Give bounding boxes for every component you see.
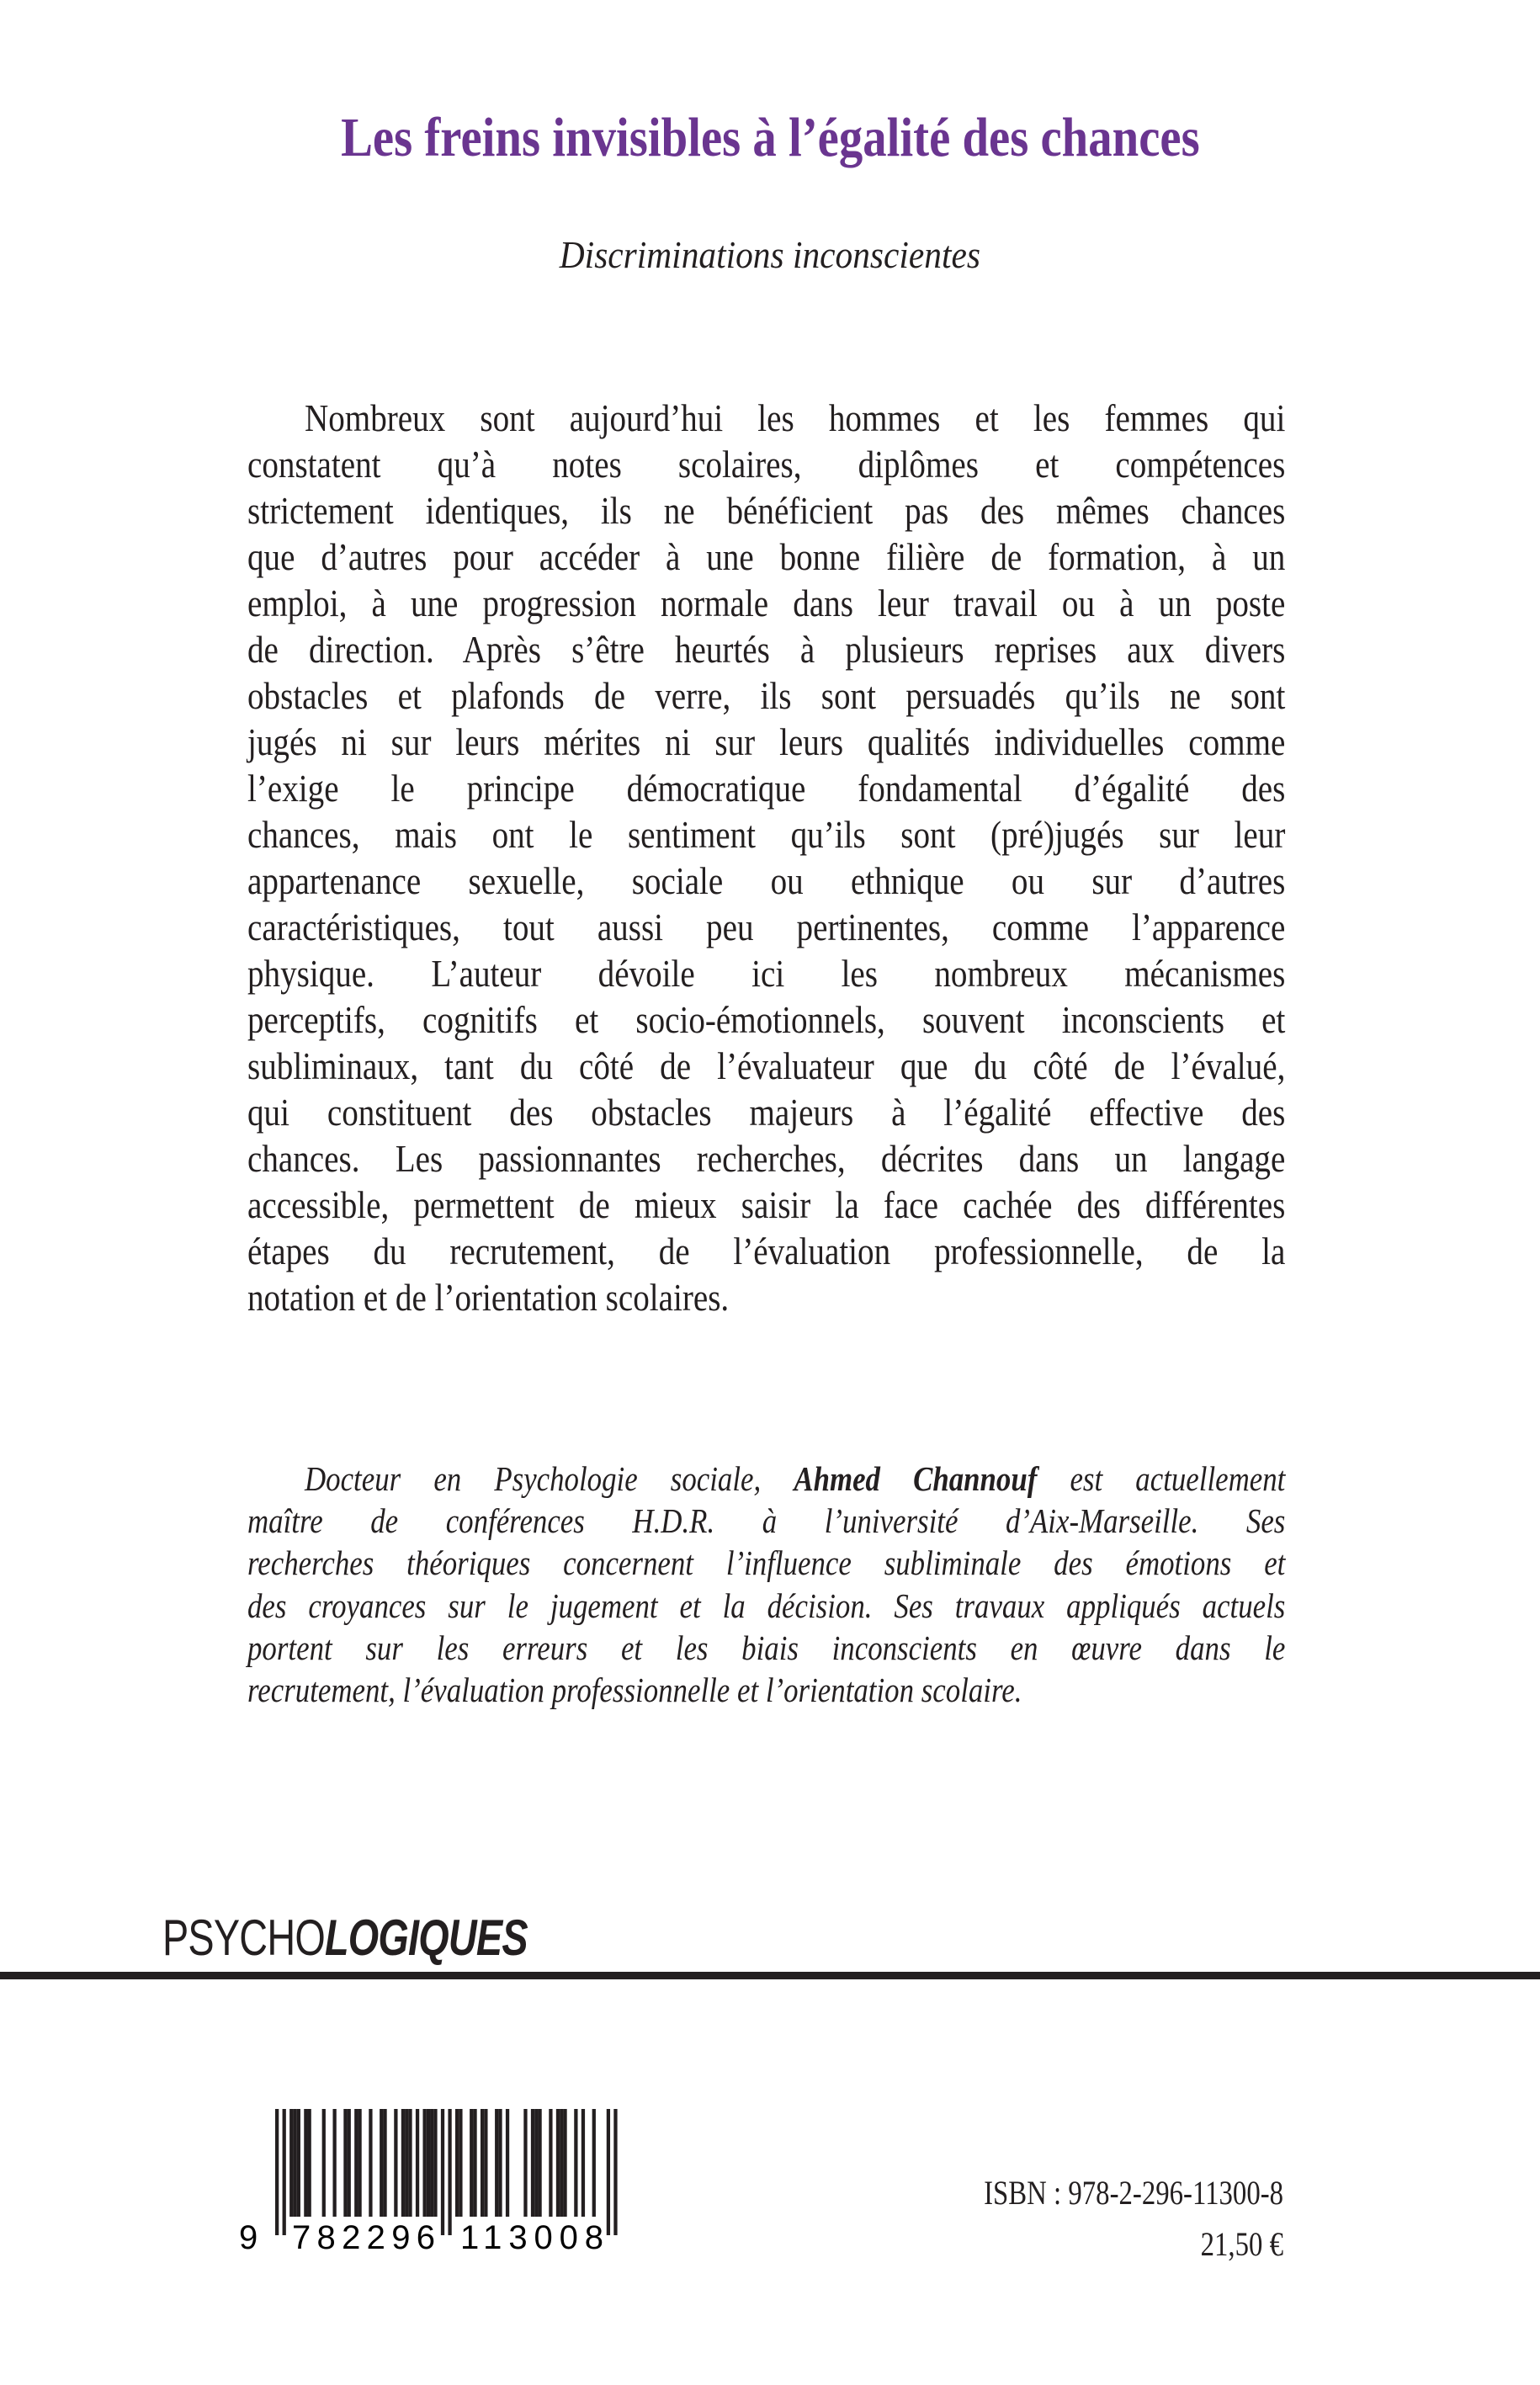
bio-line: des croyances sur le jugement et la décision. Ses travaux appliqués actuels	[247, 1586, 1286, 1625]
author-name: Ahmed Channouf	[794, 1459, 1038, 1498]
barcode-bar	[484, 2109, 487, 2217]
barcode-bar	[308, 2109, 311, 2217]
barcode-bar	[427, 2109, 430, 2217]
bio-line: portent sur les erreurs et les biais inconscients en œuvre dans le	[247, 1628, 1286, 1667]
collection-logo-part1: PSYCHO	[162, 1910, 325, 1966]
barcode-bar	[408, 2109, 412, 2217]
barcode-bar	[289, 2109, 293, 2217]
barcode-bar	[416, 2109, 419, 2217]
bio-text: est actuellement	[1037, 1459, 1286, 1498]
barcode-bar	[607, 2109, 610, 2235]
barcode-bar	[441, 2109, 444, 2235]
barcode-bar	[495, 2109, 498, 2217]
barcode-bar	[538, 2109, 541, 2217]
barcode-bar	[348, 2109, 351, 2217]
barcode-right-digits: 113008	[460, 2219, 603, 2256]
summary-line: constatent qu’à notes scolaires, diplômes et compétences	[247, 443, 1286, 486]
summary-line: accessible, permettent de mieux saisir la face cachée des différentes	[247, 1183, 1286, 1226]
author-bio	[247, 1458, 1285, 1711]
book-title	[0, 106, 1540, 170]
barcode-bar	[556, 2109, 560, 2217]
barcode-first-digit: 9	[239, 2219, 258, 2256]
summary-line: qui constituent des obstacles majeurs à l’égalité effective des	[247, 1091, 1286, 1134]
summary-line: caractéristiques, tout aussi peu pertinentes, comme l’apparence	[247, 906, 1286, 948]
barcode-bar	[283, 2109, 286, 2235]
isbn	[918, 2173, 1283, 2212]
barcode-bar	[473, 2109, 476, 2217]
summary-line: appartenance sexuelle, sociale ou ethnique ou sur d’autres	[247, 859, 1286, 902]
barcode-bar	[422, 2109, 426, 2217]
bio-line: maître de conférences H.D.R. à l’université d’Aix-Marseille. Ses	[247, 1501, 1286, 1541]
book-title-text: Les freins invisibles à l’égalité des chances	[340, 107, 1200, 168]
summary-line: physique. L’auteur dévoile ici les nombreux mécanismes	[247, 952, 1286, 995]
summary-line: Nombreux sont aujourd’hui les hommes et les femmes qui	[305, 396, 1286, 439]
summary-line: strictement identiques, ils ne bénéficient pas des mêmes chances	[247, 489, 1286, 532]
barcode-bar	[534, 2109, 538, 2217]
barcode-left-digits: 782296	[292, 2219, 435, 2256]
summary-paragraph	[247, 395, 1285, 1320]
barcode-bar	[433, 2109, 437, 2217]
bio-line: recherches théoriques concernent l’influence subliminale des émotions et	[247, 1543, 1286, 1583]
barcode-bar	[380, 2109, 383, 2217]
bio-line	[247, 1458, 1285, 1500]
book-subtitle-text: Discriminations inconscientes	[559, 233, 981, 276]
barcode-bar	[592, 2109, 596, 2217]
summary-line: emploi, à une progression normale dans leur travail ou à un poste	[247, 582, 1286, 624]
barcode-bar	[459, 2109, 462, 2217]
bio-text: Docteur en Psychologie sociale,	[305, 1459, 794, 1498]
summary-line: jugés ni sur leurs mérites ni sur leurs qualités individuelles comme	[247, 720, 1286, 763]
barcode-bar	[455, 2109, 459, 2217]
summary-line: subliminaux, tant du côté de l’évaluateur que du côté de l’évalué,	[247, 1044, 1286, 1087]
bio-line: recrutement, l’évaluation professionnelle et l’orientation scolaire.	[247, 1671, 1022, 1710]
isbn-text: ISBN : 978-2-296-11300-8	[984, 2174, 1283, 2212]
summary-line: obstacles et plafonds de verre, ils sont persuadés qu’ils ne sont	[247, 674, 1286, 717]
barcode-bar	[275, 2109, 279, 2235]
barcode-bar	[405, 2109, 408, 2217]
summary-line: que d’autres pour accéder à une bonne filière de formation, à un	[247, 535, 1286, 578]
book-subtitle	[0, 232, 1540, 277]
barcode-bar	[394, 2109, 397, 2217]
summary-line: étapes du recrutement, de l’évaluation professionnelle, de la	[247, 1230, 1286, 1272]
barcode-bar	[369, 2109, 372, 2217]
barcode	[227, 2104, 631, 2260]
barcode-bar	[448, 2109, 451, 2235]
collection-logo-part2: LOGIQUES	[324, 1910, 528, 1966]
barcode-bar	[574, 2109, 577, 2217]
barcode-bar	[332, 2109, 336, 2217]
barcode-bar	[581, 2109, 585, 2217]
summary-line: perceptifs, cognitifs et socio-émotionnels, souvent inconscients et	[247, 998, 1286, 1041]
barcode-bar	[358, 2109, 361, 2217]
summary-line: l’exige le principe démocratique fondamental d’égalité des	[247, 767, 1286, 810]
summary-line: chances. Les passionnantes recherches, décrites dans un langage	[247, 1137, 1286, 1180]
summary-line: chances, mais ont le sentiment qu’ils sont (pré)jugés sur leur	[247, 813, 1286, 856]
barcode-bar	[470, 2109, 473, 2217]
barcode-bar	[531, 2109, 534, 2217]
barcode-bar	[430, 2109, 433, 2217]
barcode-bar	[383, 2109, 386, 2217]
barcode-bar	[343, 2109, 347, 2217]
barcode-bar	[293, 2109, 296, 2217]
barcode-bar	[498, 2109, 502, 2217]
barcode-bar	[560, 2109, 563, 2217]
summary-line: notation et de l’orientation scolaires.	[247, 1276, 730, 1319]
summary-line: de direction. Après s’être heurtés à plusieurs reprises aux divers	[247, 628, 1286, 671]
barcode-bar	[322, 2109, 326, 2217]
price-text: 21,50 €	[1200, 2225, 1283, 2263]
barcode-bars	[275, 2109, 618, 2235]
barcode-bar	[563, 2109, 566, 2217]
barcode-bar	[354, 2109, 358, 2217]
collection-logo	[162, 1909, 528, 1967]
barcode-bar	[297, 2109, 300, 2217]
barcode-bar	[304, 2109, 307, 2217]
barcode-bar	[506, 2109, 509, 2217]
barcode-bar	[481, 2109, 484, 2217]
divider	[0, 1972, 1540, 1979]
barcode-bar	[549, 2109, 552, 2217]
barcode-bar	[523, 2109, 527, 2217]
price	[1182, 2224, 1283, 2264]
barcode-bar	[401, 2109, 405, 2217]
barcode-bar	[613, 2109, 617, 2235]
